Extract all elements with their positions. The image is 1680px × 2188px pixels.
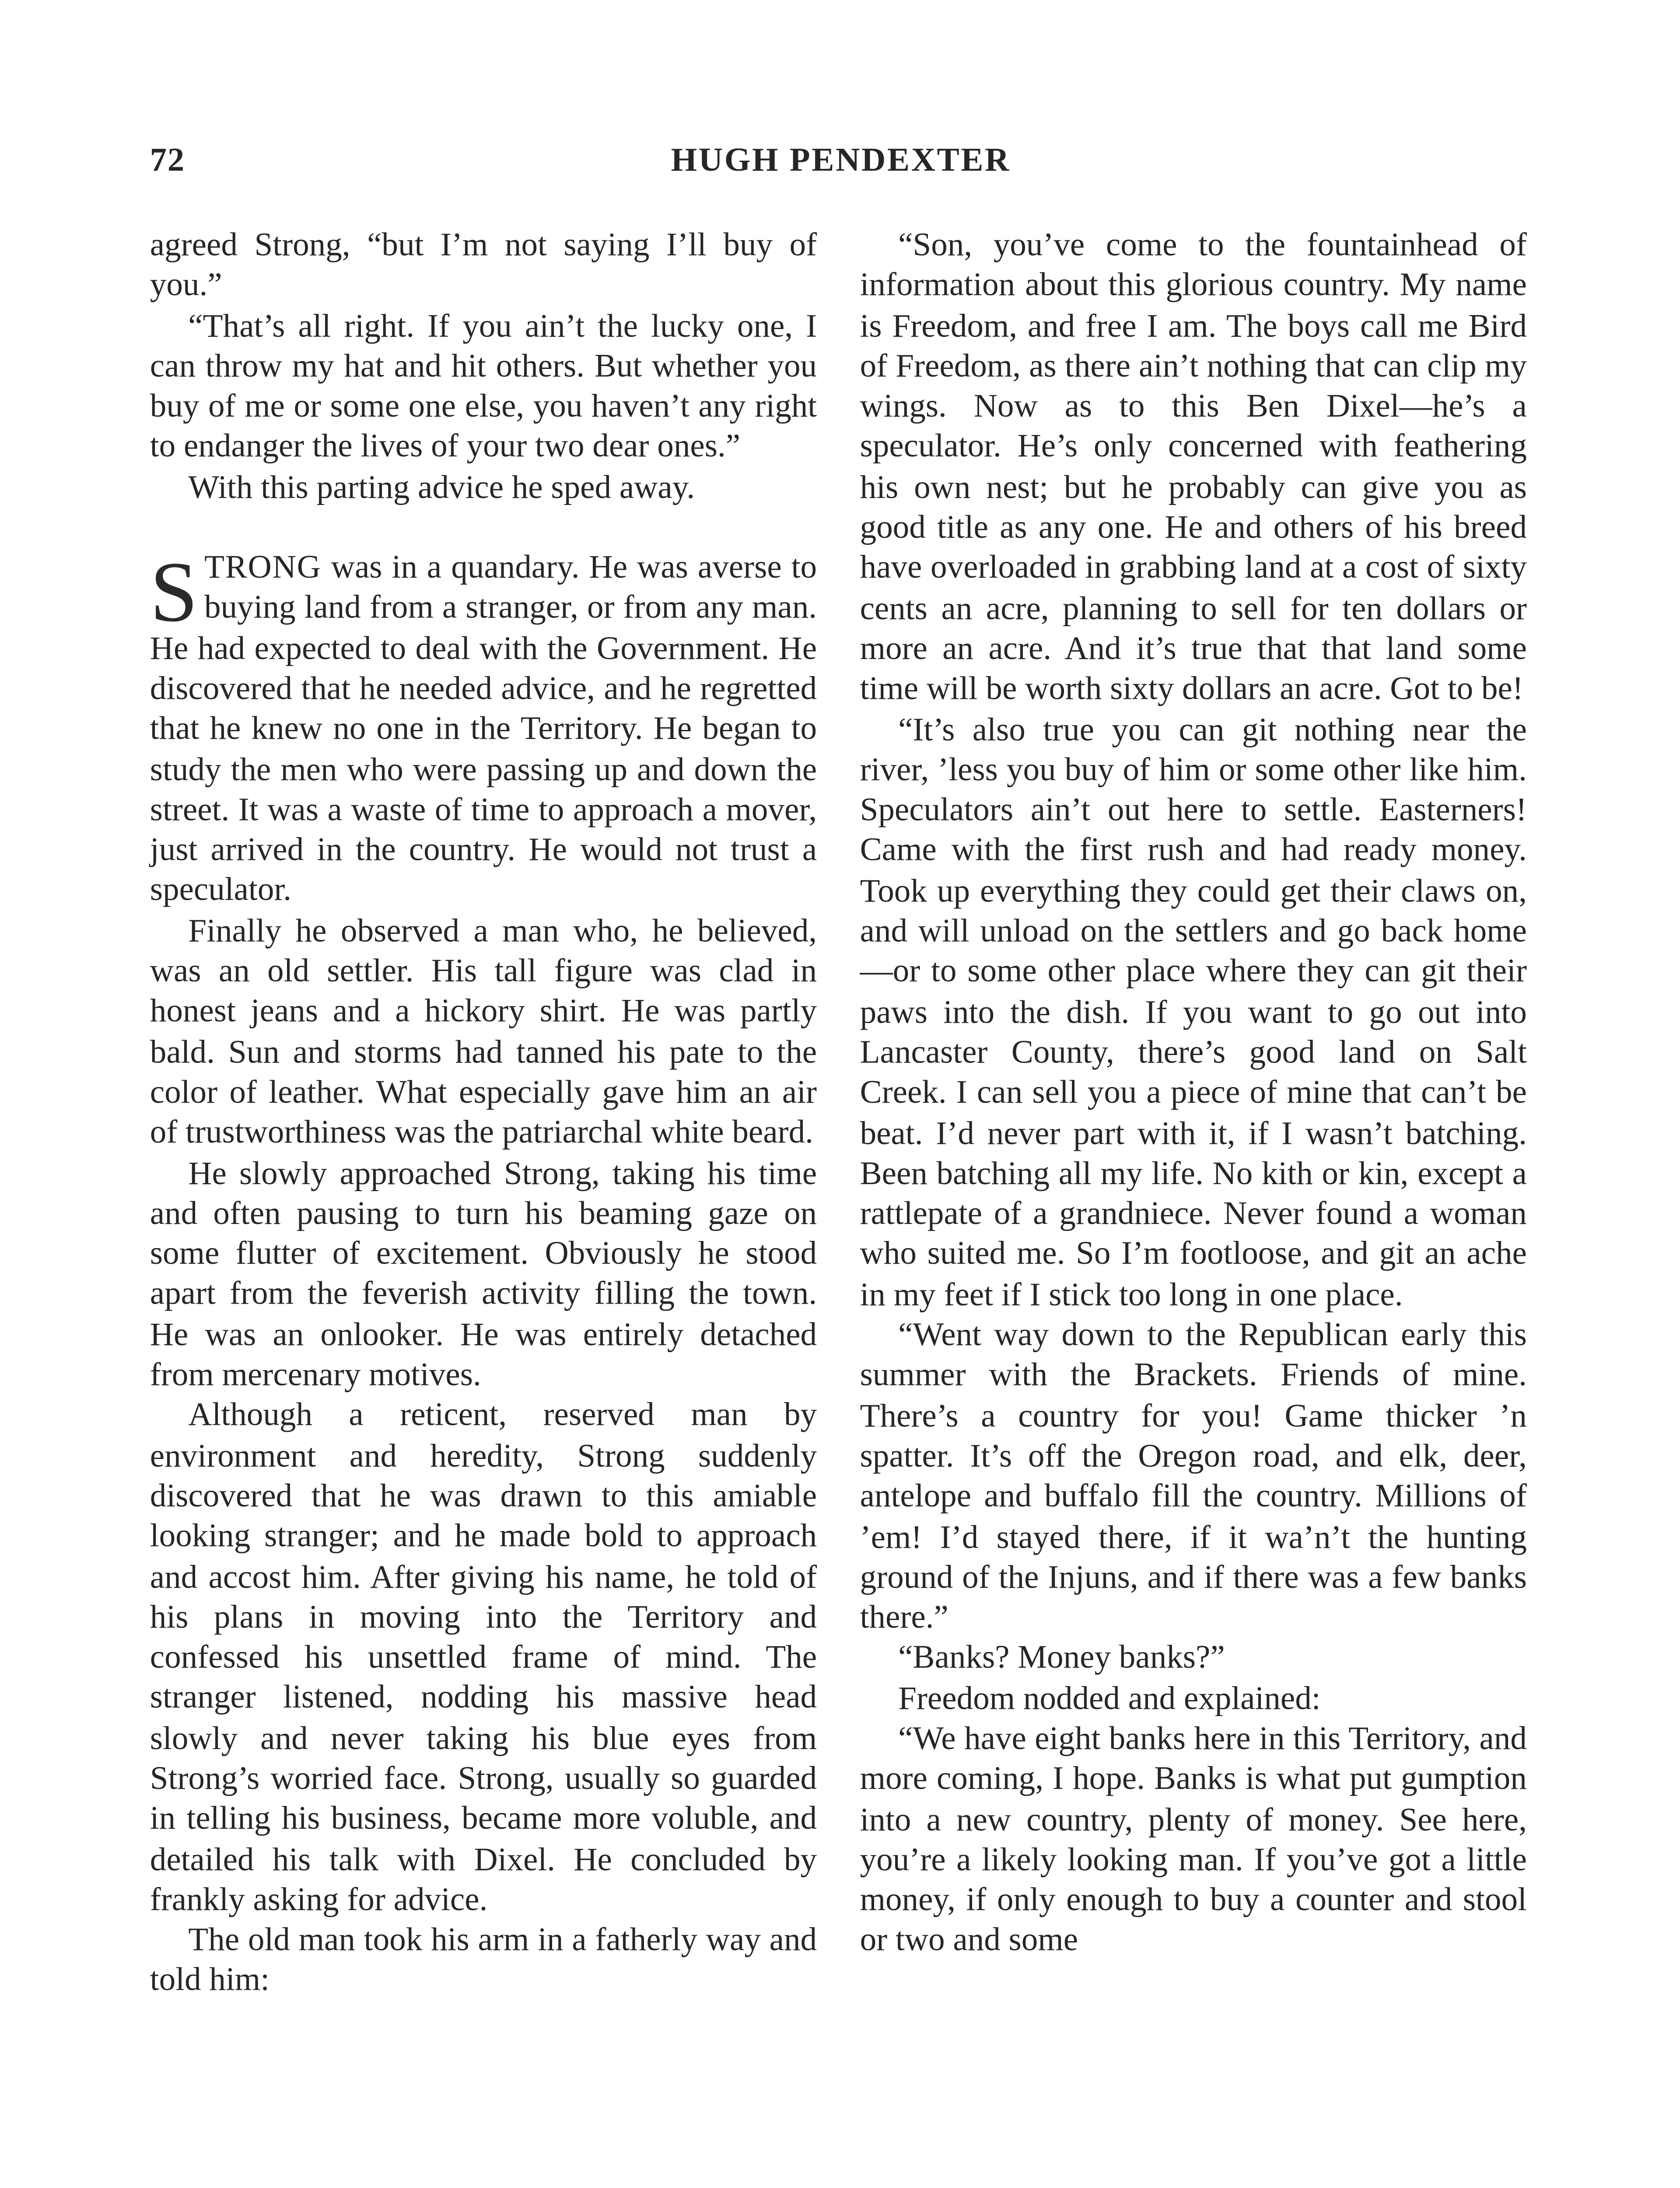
right-column xyxy=(860,227,1527,1963)
paragraph-text: was in a quandary. He was averse to buying land from a stranger, or from any man. He had expected to deal with the Government. He discovered that he needed advice, and he regretted that he knew no one in the Territory. He began to study the men who were passing up and down the street. It was a waste of time to approach a mover, just arrived in the country. He would not trust a speculator. xyxy=(150,551,817,909)
left-column xyxy=(150,227,817,2002)
paragraph: “Banks? Money banks?” xyxy=(898,1641,1225,1676)
paragraph: Although a reticent, reserved man by environment and heredity, Strong suddenly discovered that he was drawn to this amiable looking stranger; and he made bold to approach and accost him. After giving his name, he told of his plans in moving into the Territory and confessed his unsettled frame of mind. The stranger listened, nodding his massive head slowly and never taking his blue eyes from Strong’s worried face. Strong, usually so guarded in telling his business, became more voluble, and detailed his talk with Dixel. He concluded by frankly asking for advice. xyxy=(150,1398,817,1918)
paragraph: “Went way down to the Republican early this summer with the Brackets. Friends of mine. There’s a country for you! Game thicker ’n spatter. It’s off the Oregon road, and elk, deer, antelope and buffalo fill the country. Millions of ’em! I’d stayed there, if it wa’n’t the hunting ground of the Injuns, and if there was a few banks there.” xyxy=(860,1318,1527,1636)
paragraph: agreed Strong, “but I’m not saying I’ll buy of you.” xyxy=(150,228,817,304)
paragraph: He slowly approached Strong, taking his time and often pausing to turn his beaming gaze on some flutter of excitement. Obviously he stood apart from the feverish activity filling the town. He was an onlooker. He was entirely detached from mercenary motives. xyxy=(150,1156,817,1393)
page-header xyxy=(150,140,1532,185)
small-caps-lead: TRONG xyxy=(204,551,322,586)
paragraph: With this parting advice he sped away. xyxy=(188,470,695,506)
paragraph: “We have eight banks here in this Territory, and more coming, I hope. Banks is what put gumption into a new country, plenty of money. See here, you’re a likely looking man. If you’ve got a little money, if only enough to buy a counter and stool or two and some xyxy=(860,1722,1527,1959)
section-opening-paragraph xyxy=(150,544,817,912)
paragraph: “It’s also true you can git nothing near the river, ’less you buy of him or some other like him. Speculators ain’t out here to settle. Easterners! Came with the first rush and had ready money. Took up everything they could get their claws on, and will unload on the settlers and go back home—or to some other place where they can git their paws into the dish. If you want to go out into Lancaster County, there’s good land on Salt Creek. I can sell you a piece of mine that can’t be beat. I’d never part with it, if I wasn’t batching. Been batching all my life. No kith or kin, except a rattlepate of a grandniece. Never found a woman who suited me. So I’m footloose, and git an ache in my feet if I stick too long in one place. xyxy=(860,712,1527,1313)
paragraph: “Son, you’ve come to the fountainhead of information about this glorious country. My name is Freedom, and free I am. The boys call me Bird of Freedom, as there ain’t nothing that can clip my wings. Now as to this Ben Dixel—he’s a speculator. He’s only concerned with feathering his own nest; but he probably can give you as good title as any one. He and others of his breed have overloaded in grabbing land at a cost of sixty cents an acre, planning to sell for ten dollars or more an acre. And it’s true that that land some time will be worth sixty dollars an acre. Got to be! xyxy=(860,228,1527,708)
page-number: 72 xyxy=(150,140,186,179)
paragraph: The old man took his arm in a fatherly way and told him: xyxy=(150,1923,817,1999)
running-head: HUGH PENDEXTER xyxy=(671,140,1011,179)
paragraph: “That’s all right. If you ain’t the lucky one, I can throw my hat and hit others. But whether you buy of me or some one else, you haven’t any right to endanger the lives of your two dear ones.” xyxy=(150,309,817,465)
paragraph: Freedom nodded and explained: xyxy=(898,1681,1321,1717)
drop-cap: S xyxy=(150,544,198,640)
paragraph: Finally he observed a man who, he believed, was an old settler. His tall figure was clad in honest jeans and a hickory shirt. He was partly bald. Sun and storms had tanned his pate to the color of leather. What especially gave him an air of trustworthiness was the patriarchal white beard. xyxy=(150,914,817,1151)
